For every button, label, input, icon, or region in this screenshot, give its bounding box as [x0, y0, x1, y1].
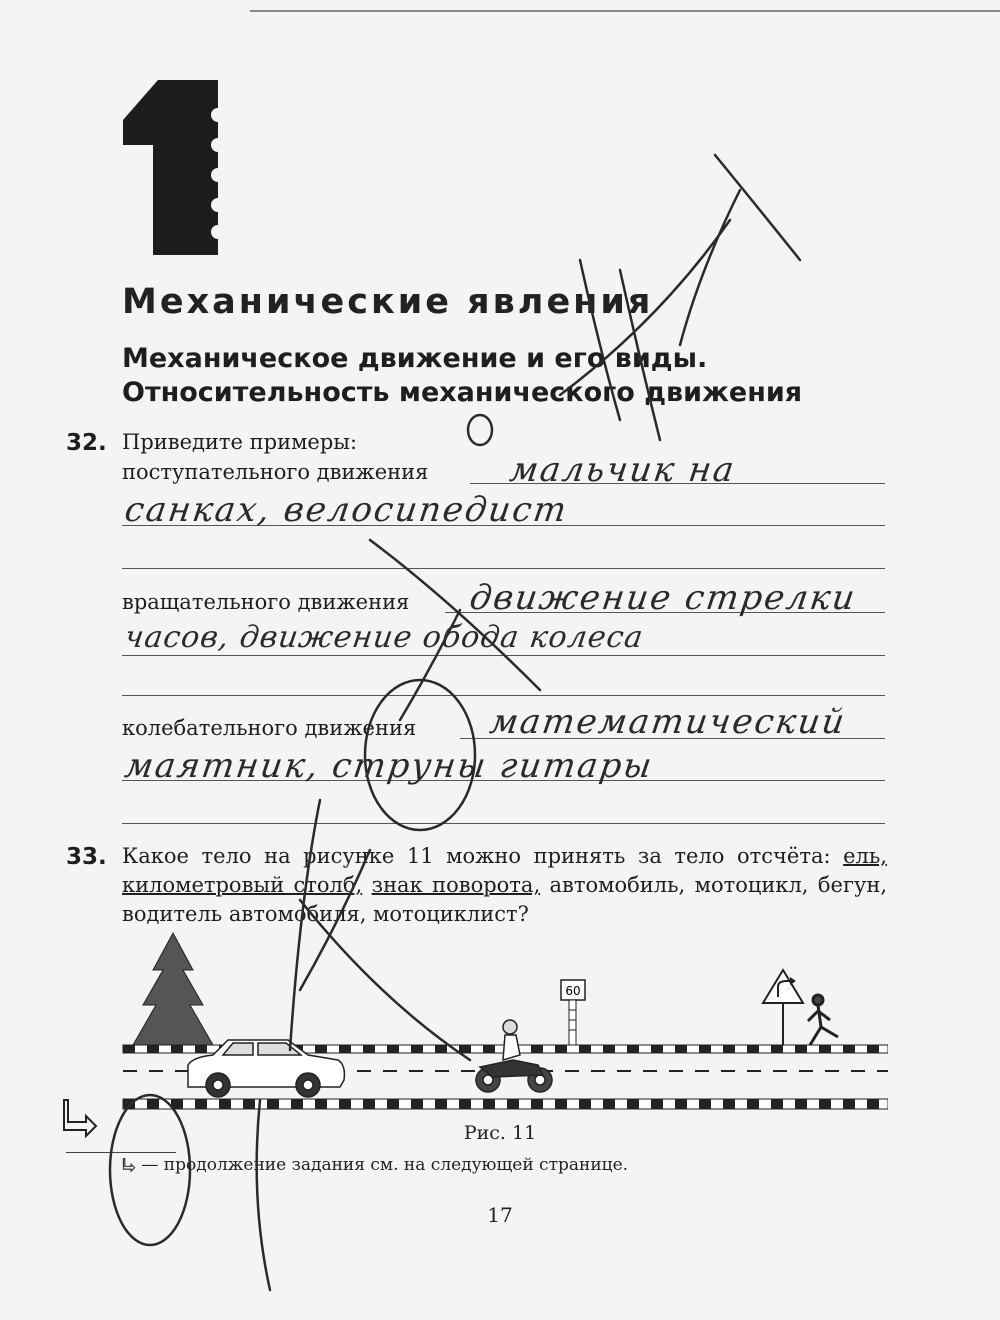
- item-rotational-label: вращательного движения: [122, 590, 410, 614]
- answer-translational-1: мальчик на: [507, 450, 739, 490]
- chapter-title: Механические явления: [122, 282, 654, 322]
- section-title: [122, 342, 882, 410]
- answer-line: [122, 695, 885, 696]
- task-33-text-before: Какое тело на рисунке 11 можно принять за тело отсчёта:: [122, 844, 844, 868]
- continuation-arrow-icon: [62, 1098, 98, 1138]
- answer-oscillatory-2: маятник, струны гитары: [122, 746, 656, 786]
- footnote-rule: [66, 1152, 176, 1153]
- task-32-prompt: Приведите примеры:: [122, 430, 358, 454]
- continuation-arrow-small-icon: [122, 1158, 136, 1172]
- answer-rotational-1: движение стрелки: [467, 578, 860, 618]
- motorcycle: [476, 1020, 552, 1092]
- milestone-post: [561, 980, 585, 1045]
- chapter-number-graphic: [118, 70, 228, 260]
- figure-road-scene: [118, 925, 888, 1120]
- task-32-number: 32.: [66, 430, 107, 456]
- item-translational-label: поступательного движения: [122, 460, 429, 484]
- section-title-line2: Относительность механического движения: [122, 377, 803, 408]
- answer-line: [122, 568, 885, 569]
- answer-line: [122, 823, 885, 824]
- answer-line: [122, 655, 885, 656]
- task-33-text: [122, 842, 887, 929]
- tree-drawing: [133, 933, 213, 1053]
- turn-sign: [763, 970, 803, 1045]
- underlined-answer-milestone: километровый столб,: [122, 873, 363, 897]
- task-33-number: 33.: [66, 844, 107, 870]
- task-33-text-after: автомобиль, мотоцикл, бегун, водитель автомобиля, мотоциклист?: [122, 873, 887, 926]
- page-number: 17: [487, 1203, 513, 1227]
- sign-speed-text: 60: [565, 984, 581, 998]
- item-oscillatory-label: колебательного движения: [122, 716, 417, 740]
- top-rule: [250, 10, 1000, 12]
- answer-translational-2: санках, велосипедист: [122, 490, 571, 530]
- answer-oscillatory-1: математический: [487, 702, 849, 742]
- footnote-text: — продолжение задания см. на следующей странице.: [141, 1155, 629, 1175]
- underlined-answer-turn-sign: знак поворота,: [371, 873, 541, 897]
- runner: [808, 995, 838, 1045]
- figure-caption: Рис. 11: [463, 1122, 537, 1144]
- section-title-line1: Механическое движение и его виды.: [122, 343, 708, 374]
- footnote: [122, 1155, 628, 1175]
- underlined-answer-tree: ель,: [843, 844, 887, 868]
- answer-rotational-2: часов, движение обода колеса: [122, 620, 646, 655]
